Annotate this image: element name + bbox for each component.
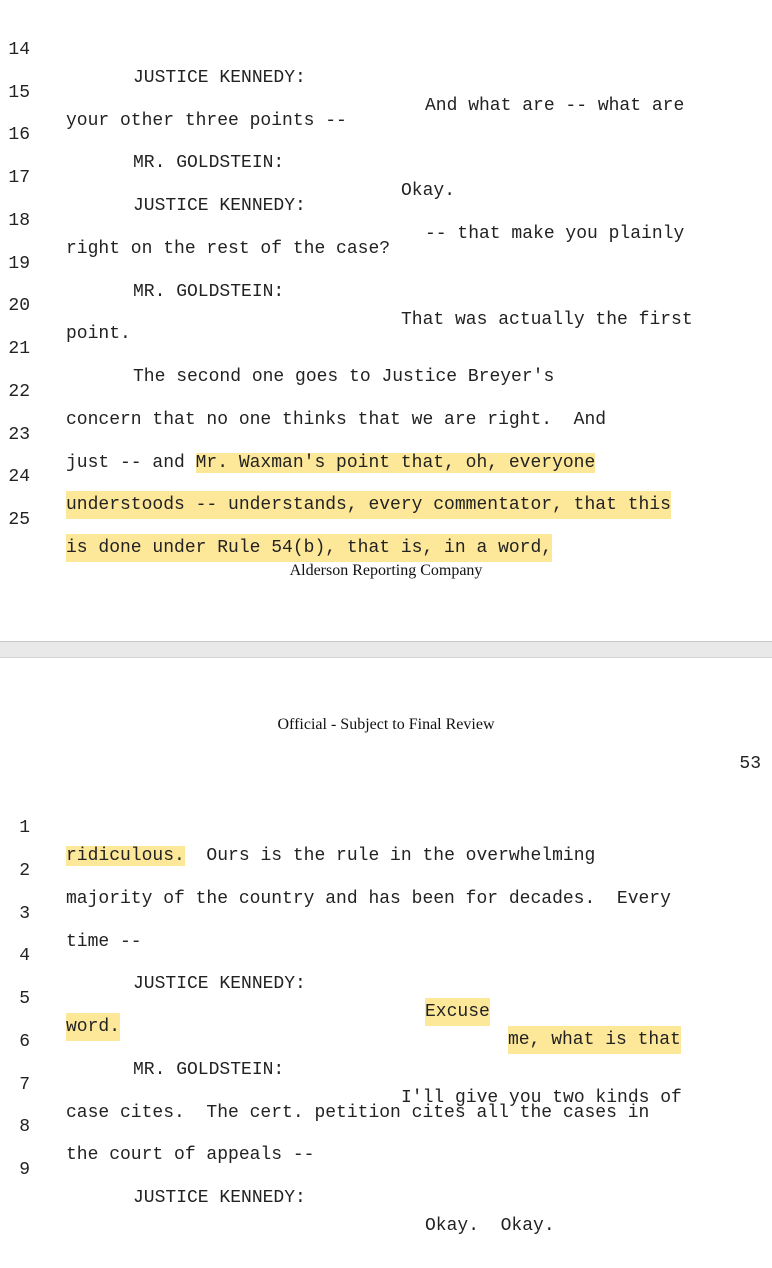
- line-number: 20: [8, 296, 30, 316]
- line-number: 15: [8, 83, 30, 103]
- line-number: 16: [8, 125, 30, 145]
- line-number: 19: [8, 254, 30, 274]
- line-text: case cites. The cert. petition cites all the cases in: [66, 1103, 650, 1123]
- speaker-label: MR. GOLDSTEIN:: [133, 1060, 285, 1080]
- transcript-line: [0, 435, 772, 515]
- line-text: concern that no one thinks that we are right. And: [66, 410, 607, 430]
- transcript-line: [0, 350, 772, 430]
- speech-text: I'll give you two kinds of: [401, 1088, 682, 1108]
- highlighted-text: understoods -- understands, every commentator, that this: [66, 491, 671, 519]
- page-footer: Alderson Reporting Company: [289, 562, 483, 579]
- speech-text: -- that make you plainly: [425, 224, 685, 244]
- speech-text: Okay. Okay.: [425, 1216, 555, 1236]
- line-number: 8: [19, 1117, 30, 1137]
- line-number: 25: [8, 510, 30, 530]
- line-text: right on the rest of the case?: [66, 239, 391, 259]
- speech-text: And what are -- what are: [425, 96, 685, 116]
- page-separator: [0, 641, 772, 658]
- line-number: 17: [8, 168, 30, 188]
- line-text: your other three points --: [66, 111, 347, 131]
- line-text: the court of appeals --: [66, 1145, 315, 1165]
- line-number: 3: [19, 904, 30, 924]
- line-text: time --: [66, 932, 142, 952]
- transcript-line: [0, 1128, 772, 1236]
- highlighted-text: Excuse: [425, 998, 490, 1026]
- line-number: 24: [8, 467, 30, 487]
- page-number: 53: [739, 754, 761, 774]
- speaker-label: JUSTICE KENNEDY:: [133, 196, 306, 216]
- speaker-label: JUSTICE KENNEDY:: [133, 68, 306, 88]
- line-number: 14: [8, 40, 30, 60]
- transcript-line: [0, 307, 772, 387]
- speech-text: Okay.: [401, 181, 456, 201]
- transcript-line: [0, 786, 772, 866]
- line-number: 21: [8, 339, 30, 359]
- highlighted-text: Mr. Waxman's point that, oh, everyone: [195, 453, 596, 473]
- speech-text: That was actually the first: [401, 310, 693, 330]
- line-number: 22: [8, 382, 30, 402]
- line-text-plain: Ours is the rule in the overwhelming: [184, 846, 596, 866]
- speaker-label: JUSTICE KENNEDY:: [133, 1188, 306, 1208]
- speaker-label: MR. GOLDSTEIN:: [133, 282, 285, 302]
- line-number: 4: [19, 946, 30, 966]
- line-number: 2: [19, 861, 30, 881]
- transcript-line: [0, 1085, 772, 1165]
- line-number: 6: [19, 1032, 30, 1052]
- transcript-line: [0, 478, 772, 558]
- line-text-plain: just -- and: [66, 453, 196, 473]
- line-number: 18: [8, 211, 30, 231]
- transcript-page-53: [0, 658, 772, 1236]
- line-number: 5: [19, 989, 30, 1009]
- transcript-line: [0, 393, 772, 473]
- speaker-label: MR. GOLDSTEIN:: [133, 153, 285, 173]
- line-number: 1: [19, 818, 30, 838]
- highlighted-text: is done under Rule 54(b), that is, in a word,: [66, 534, 552, 562]
- line-text: majority of the country and has been for decades. Every: [66, 889, 671, 909]
- line-text: The second one goes to Justice Breyer's: [133, 367, 555, 387]
- line-number: 9: [19, 1160, 30, 1180]
- transcript-line: [0, 829, 772, 909]
- line-number: 7: [19, 1075, 30, 1095]
- highlighted-text: me, what is that: [508, 1026, 681, 1054]
- highlighted-text: ridiculous.: [66, 846, 185, 866]
- line-number: 23: [8, 425, 30, 445]
- line-text: point.: [66, 324, 131, 344]
- transcript-line: [0, 872, 772, 952]
- speaker-label: JUSTICE KENNEDY:: [133, 974, 306, 994]
- page-header: Official - Subject to Final Review: [277, 716, 495, 733]
- highlighted-text: word.: [66, 1013, 120, 1041]
